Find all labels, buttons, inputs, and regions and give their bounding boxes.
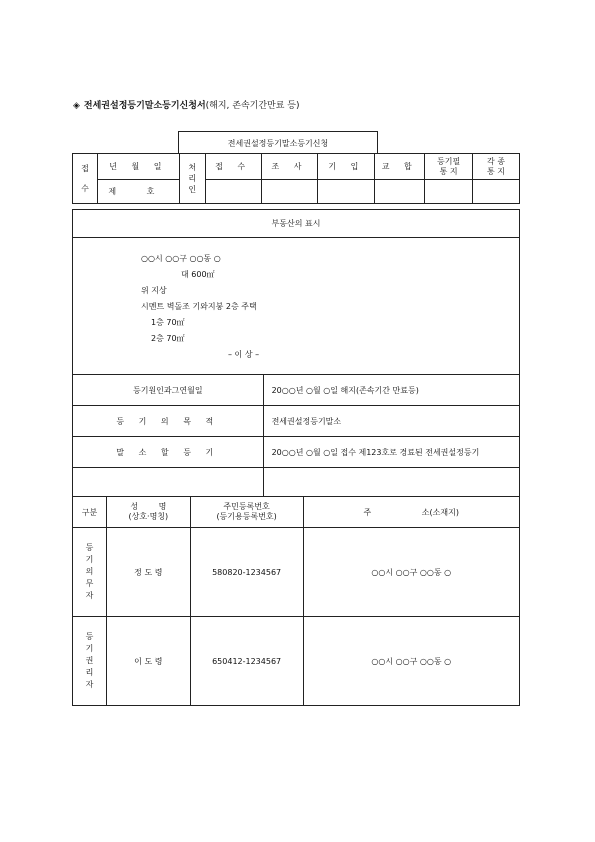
field-label-cause <box>73 375 264 406</box>
field-value-blank <box>263 468 519 497</box>
application-header-box <box>178 131 378 154</box>
josa-blank <box>261 180 318 204</box>
jeopsu-blank <box>205 180 261 204</box>
party-name-obligee <box>106 617 190 706</box>
application-header-text: 전세권설정등기말소등기신청 <box>227 138 329 148</box>
field-value-purpose <box>263 406 519 437</box>
receipt-date-cell <box>97 154 179 180</box>
field-label-cause-text: 등기원인과그연월일 <box>133 385 203 395</box>
notice-label-2: 통 지 <box>439 166 458 176</box>
notice-blank <box>425 180 473 204</box>
giip-blank <box>318 180 375 204</box>
giip-label: 기 입 <box>328 162 365 171</box>
gyohap-cell <box>375 154 425 180</box>
party-id-obligor-text: 580820-1234567 <box>212 567 282 577</box>
gyohap-label: 교 합 <box>381 162 418 171</box>
party-address-obligor-text: ○○시 ○○구 ○○동 ○ <box>371 567 452 577</box>
party-name-obligor-text: 정 도 령 <box>134 567 163 577</box>
receipt-number-label: 제 호 <box>108 187 169 196</box>
property-section-title: 부동산의 표시 <box>271 219 321 228</box>
field-value-cause <box>263 375 519 406</box>
party-address-obligee <box>303 617 520 706</box>
property-line-floor2: 2층 70㎡ <box>151 334 185 343</box>
field-value-cancel <box>263 437 519 468</box>
field-label-cancel-text: 말 소 할 등 기 <box>116 447 220 457</box>
property-section-title-cell <box>73 210 520 238</box>
party-role-obligee-text: 등 기 권 리 자 <box>85 632 94 689</box>
property-line-end: – 이 상 – <box>228 350 260 359</box>
josa-cell <box>261 154 318 180</box>
notice-cell <box>425 154 473 180</box>
party-role-obligor <box>73 528 107 617</box>
field-value-cause-text: 20○○년 ○월 ○일 해지(존속기간 만료등) <box>271 385 419 395</box>
party-header-id-2: (등기용등록번호) <box>216 512 277 521</box>
field-label-purpose-text: 등 기 의 목 적 <box>116 416 220 426</box>
field-label-blank <box>73 468 264 497</box>
party-header-gubun <box>73 497 107 528</box>
property-line-floor1: 1층 70㎡ <box>151 318 185 327</box>
party-header-id-1: 주민등록번호 <box>223 502 270 511</box>
party-id-obligee <box>190 617 303 706</box>
property-line-address: ○○시 ○○구 ○○동 ○ <box>141 254 221 263</box>
processor-label: 처 리 인 <box>188 163 197 194</box>
party-id-obligee-text: 650412-1234567 <box>212 656 282 666</box>
field-value-cancel-text: 20○○년 ○월 ○일 접수 제123호로 경료된 전세권설정등기 <box>271 447 480 457</box>
party-header-address-text: 주 소(소재지) <box>363 507 459 517</box>
document-title-bold: 전세권설정등기말소등기신청서 <box>83 101 206 111</box>
party-address-obligor <box>303 528 520 617</box>
property-description-cell <box>73 238 520 375</box>
party-header-id <box>190 497 303 528</box>
party-role-obligee <box>73 617 107 706</box>
receipt-label: 접 수 <box>81 163 89 193</box>
document-title-suffix: (해지, 존속기간만료 등) <box>205 101 300 111</box>
property-line-structure: 시멘트 벽돌조 기와지붕 2층 주택 <box>141 302 257 311</box>
giip-cell <box>318 154 375 180</box>
main-table <box>72 209 520 706</box>
party-header-name-1: 성 명 <box>130 502 167 511</box>
document-title <box>73 98 300 111</box>
gakjong-cell <box>473 154 520 180</box>
gyohap-blank <box>375 180 425 204</box>
party-header-address <box>303 497 520 528</box>
property-line-above: 위 지상 <box>141 286 167 295</box>
notice-label-1: 등기필 <box>437 156 461 166</box>
party-header-name-2: (상호·명칭) <box>128 512 169 521</box>
processor-label-cell <box>179 154 205 204</box>
receipt-number-cell <box>97 180 179 204</box>
party-role-obligor-text: 등 기 의 무 자 <box>85 543 94 600</box>
party-id-obligor <box>190 528 303 617</box>
diamond-bullet-icon: ◈ <box>73 101 80 111</box>
property-line-land: 대 600㎡ <box>181 270 215 279</box>
jeopsu-label: 접 수 <box>215 162 252 171</box>
party-name-obligor <box>106 528 190 617</box>
field-label-cancel <box>73 437 264 468</box>
party-name-obligee-text: 이 도 령 <box>134 656 163 666</box>
receipt-date-label: 년 월 일 <box>109 162 168 171</box>
field-value-purpose-text: 전세권설정등기말소 <box>271 416 342 426</box>
receipt-table <box>72 153 520 204</box>
gakjong-label-1: 각 종 <box>487 156 506 166</box>
jeopsu-cell <box>205 154 261 180</box>
party-header-name <box>106 497 190 528</box>
field-label-purpose <box>73 406 264 437</box>
party-address-obligee-text: ○○시 ○○구 ○○동 ○ <box>371 656 452 666</box>
gakjong-blank <box>473 180 520 204</box>
receipt-label-cell <box>73 154 98 204</box>
party-header-gubun-text: 구분 <box>81 507 98 517</box>
gakjong-label-2: 통 지 <box>487 166 506 176</box>
josa-label: 조 사 <box>271 162 308 171</box>
